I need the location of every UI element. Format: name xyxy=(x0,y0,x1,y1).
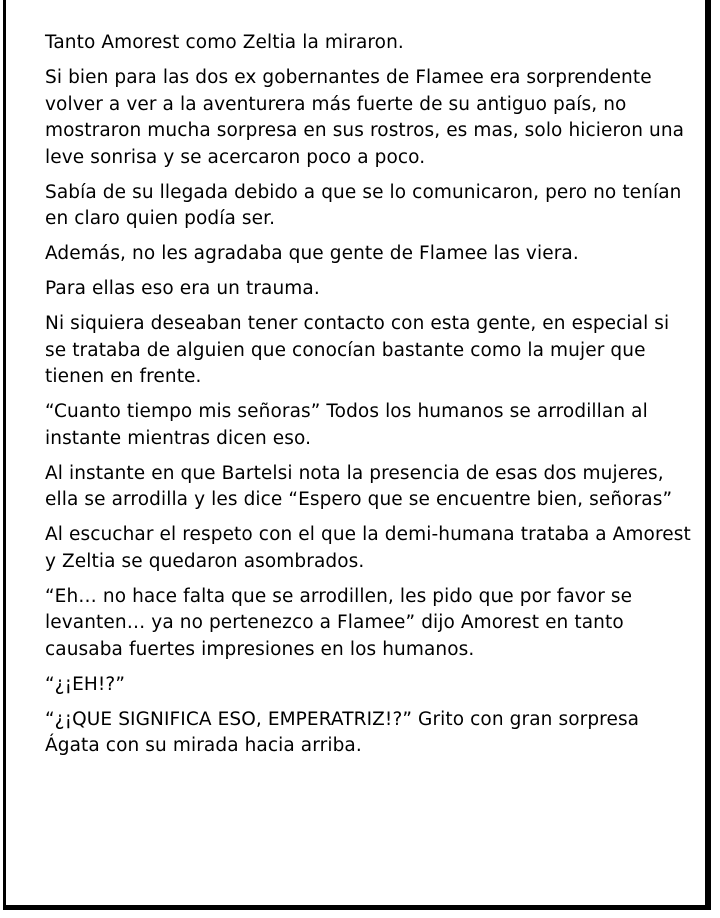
paragraph: “¿¡QUE SIGNIFICA ESO, EMPERATRIZ!?” Grito con gran sorpresa Ágata con su mirada hacia arriba. xyxy=(45,708,640,756)
paragraph: Al instante en que Bartelsi nota la presencia de esas dos mujeres, ella se arrodilla y les dice “Espero que se encuentre bien, señoras” xyxy=(45,462,673,510)
paragraph: “¿¡EH!?” xyxy=(45,673,126,695)
paragraph: Tanto Amorest como Zeltia la miraron. xyxy=(45,32,404,53)
document-body xyxy=(45,30,695,768)
paragraph: Para ellas eso era un trauma. xyxy=(45,278,320,299)
paragraph: “Eh… no hace falta que se arrodillen, les pido que por favor se levanten… ya no pertenezco a Flamee” dijo Amorest en tanto causaba fuertes impresiones en los humanos. xyxy=(45,585,633,660)
paragraph: Si bien para las dos ex gobernantes de Flamee era sorprendente volver a ver a la aventurera más fuerte de su antiguo país, no mostraron mucha sorpresa en sus rostros, es mas, solo hicieron una leve sonrisa y se acercaron poco a poco. xyxy=(45,67,685,168)
paragraph: Además, no les agradaba que gente de Flamee las viera. xyxy=(45,243,579,264)
paragraph: “Cuanto tiempo mis señoras” Todos los humanos se arrodillan al instante mientras dicen eso. xyxy=(45,401,648,449)
paragraph: Al escuchar el respeto con el que la demi-humana trataba a Amorest y Zeltia se quedaron asombrados. xyxy=(45,524,691,572)
paragraph: Sabía de su llegada debido a que se lo comunicaron, pero no tenían en claro quien podía ser. xyxy=(45,181,682,229)
paragraph: Ni siquiera deseaban tener contacto con esta gente, en especial si se trataba de alguien que conocían bastante como la mujer que tienen en frente. xyxy=(45,313,670,387)
